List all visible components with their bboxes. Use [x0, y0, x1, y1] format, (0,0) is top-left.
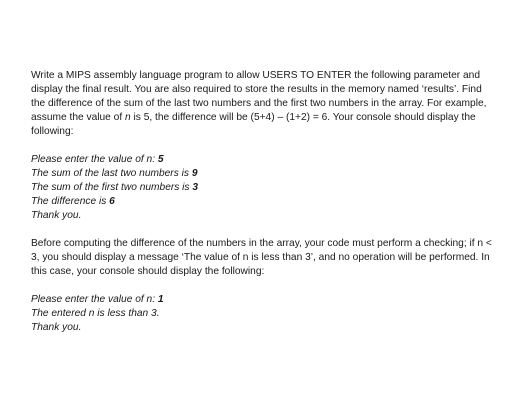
intro-text-after-n: is 5, the difference will be (5+4) – (1+2) = 6. Your console should display the following: — [31, 112, 476, 137]
intro-text-before-n: Write a MIPS assembly language program to allow USERS TO ENTER the following parameter and display the final result. You are also required to store the results in the memory named ‘results’. Find the difference of the sum of the last two numbers and the first two numbers in the array. For example, assume the value of — [31, 70, 487, 123]
console-example-2 — [31, 293, 493, 335]
console-line-first-sum: The sum of the first two numbers is 3 — [31, 182, 199, 193]
paragraph-gap — [31, 279, 493, 293]
check-paragraph: Before computing the difference of the numbers in the array, your code must perform a checking; if n < 3, you should display a message ‘The value of n is less than 3’, and no operation will be performed. In this case, your console should display the following: — [31, 238, 492, 277]
console-line-prompt: Please enter the value of n: 5 — [31, 154, 164, 165]
intro-paragraph — [31, 69, 493, 139]
console-value: 1 — [157, 294, 164, 305]
console-example-1 — [31, 153, 493, 223]
console-line-thanks: Thank you. — [31, 210, 82, 221]
intro-italic-n: n — [125, 112, 131, 123]
console-line-prompt: Please enter the value of n: 1 — [31, 294, 164, 305]
console-line-less-than: The entered n is less than 3. — [31, 308, 160, 319]
paragraph-gap — [31, 139, 493, 153]
console-value: 6 — [109, 196, 115, 207]
console-line-thanks: Thank you. — [31, 322, 82, 333]
console-line-difference: The difference is 6 — [31, 196, 115, 207]
console-value: 9 — [191, 168, 198, 179]
paragraph-gap — [31, 223, 493, 237]
console-line-last-sum: The sum of the last two numbers is 9 — [31, 168, 198, 179]
console-value: 5 — [157, 154, 164, 165]
document-page — [31, 69, 493, 335]
console-value: 3 — [192, 182, 199, 193]
